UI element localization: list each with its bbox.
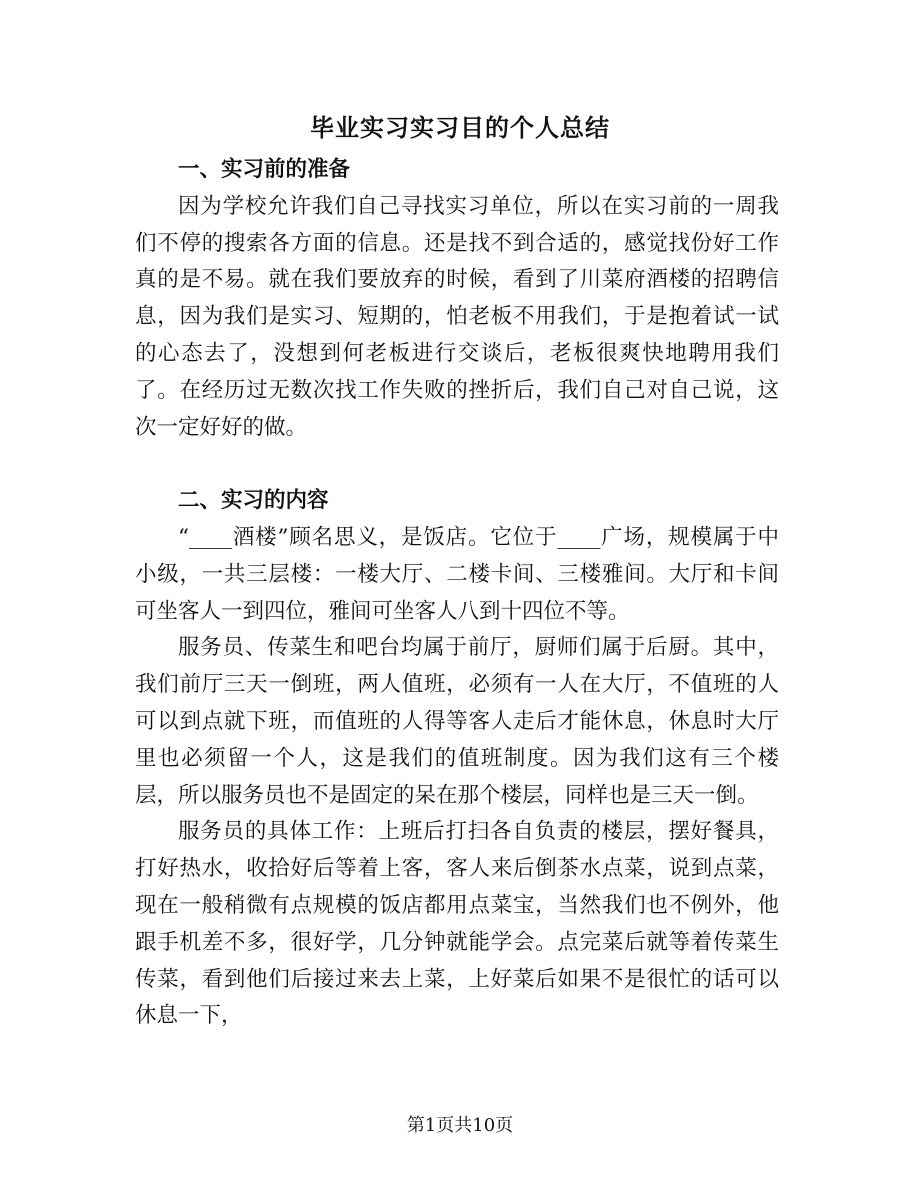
page-number-footer: 第1页共10页 <box>406 1115 514 1136</box>
paragraph-shift-system: 服务员、传菜生和吧台均属于前厅，厨师们属于后厨。其中，我们前厅三天一倒班，两人值班，必须有一人在大厅，不值班的人可以到点就下班，而值班的人得等客人走后才能休息，休息时大厅里也必须留一个人，这是我们的值班制度。因为我们这有三个楼层，所以服务员也不是固定的呆在那个楼层，同样也是三天一倒。 <box>135 635 779 808</box>
document-title: 毕业实习实习目的个人总结 <box>310 113 610 142</box>
document-body <box>135 152 779 1035</box>
paragraph-spacer <box>135 446 779 483</box>
paragraph-restaurant-intro: “____酒楼”顾名思义，是饭店。它位于____广场，规模属于中小级，一共三层楼：一楼大厅、二楼卡间、三楼雅间。大厅和卡间可坐客人一到四位，雅间可坐客人八到十四位不等。 <box>135 524 779 624</box>
section-heading-preparation: 一、实习前的准备 <box>178 157 351 182</box>
paragraph-preparation: 因为学校允许我们自己寻找实习单位，所以在实习前的一周我们不停的搜索各方面的信息。还是找不到合适的，感觉找份好工作真的是不易。就在我们要放弃的时候，看到了川菜府酒楼的招聘信息，因为我们是实习、短期的，怕老板不用我们，于是抱着试一试的心态去了，没想到何老板进行交谈后，老板很爽快地聘用我们了。在经历过无数次找工作失败的挫折后，我们自己对自己说，这次一定好好的做。 <box>135 193 779 440</box>
section-heading-content: 二、实习的内容 <box>178 488 329 514</box>
paragraph-waiter-duties: 服务员的具体工作：上班后打扫各自负责的楼层，摆好餐具，打好热水，收拾好后等着上客，客人来后倒茶水点菜，说到点菜，现在一般稍微有点规模的饭店都用点菜宝，当然我们也不例外，他跟手机差不多，很好学，几分钟就能学会。点完菜后就等着传菜生传菜，看到他们后接过来去上菜，上好菜后如果不是很忙的话可以休息一下， <box>135 819 779 1029</box>
